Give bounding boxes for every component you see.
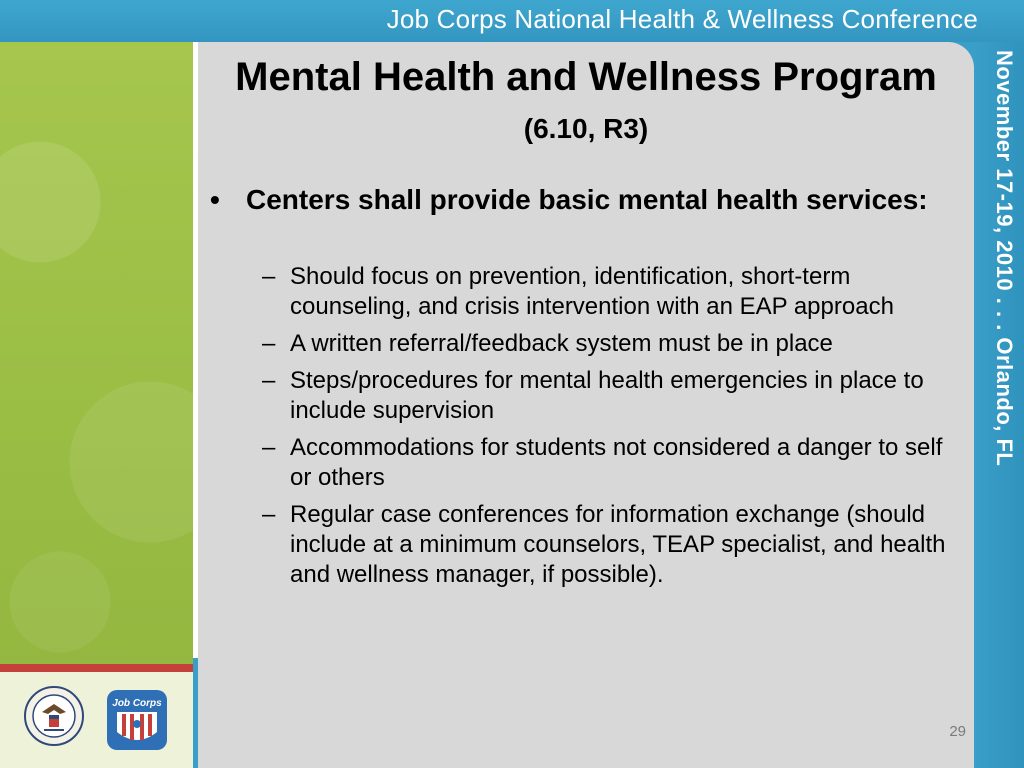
dash-icon: – — [262, 501, 276, 528]
job-corps-logo — [105, 688, 169, 752]
dash-icon: – — [262, 330, 276, 357]
sub-bullet — [262, 366, 962, 426]
sub-bullet — [262, 433, 962, 493]
department-seal-icon — [24, 686, 84, 746]
dash-icon: – — [262, 367, 276, 394]
dash-icon: – — [262, 434, 276, 461]
sub-bullet-text: Steps/procedures for mental health emergencies in place to include supervision — [290, 367, 924, 424]
date-location-label: November 17-19, 2010 . . . Orlando, FL — [992, 50, 1017, 467]
slide-subtitle: (6.10, R3) — [523, 113, 649, 144]
sub-bullet — [262, 262, 962, 322]
sub-bullet-text: Should focus on prevention, identification, short-term counseling, and crisis intervention with an EAP approach — [290, 263, 894, 320]
page-number: 29 — [949, 723, 966, 740]
svg-text:Job Corps: Job Corps — [112, 698, 162, 709]
slide-title: Mental Health and Wellness Program — [235, 55, 937, 99]
conference-title: Job Corps National Health & Wellness Conference — [386, 4, 978, 34]
sub-bullet-list — [262, 262, 962, 597]
left-decorative-panel — [0, 42, 193, 664]
main-bullet — [210, 183, 940, 217]
accent-stripe — [0, 664, 193, 672]
header-band — [0, 0, 1024, 42]
sub-bullet-text: Regular case conferences for information exchange (should include at a minimum counselors, TEAP specialist, and health and wellness manager, if possible). — [290, 501, 946, 588]
sub-bullet-text: A written referral/feedback system must be in place — [290, 330, 833, 357]
sub-bullet — [262, 500, 962, 590]
sub-bullet-text: Accommodations for students not considered a danger to self or others — [290, 434, 943, 491]
bullet-dot-icon: • — [210, 184, 220, 215]
sub-bullet — [262, 329, 962, 359]
dash-icon: – — [262, 263, 276, 290]
main-bullet-text: Centers shall provide basic mental health services: — [246, 184, 928, 215]
